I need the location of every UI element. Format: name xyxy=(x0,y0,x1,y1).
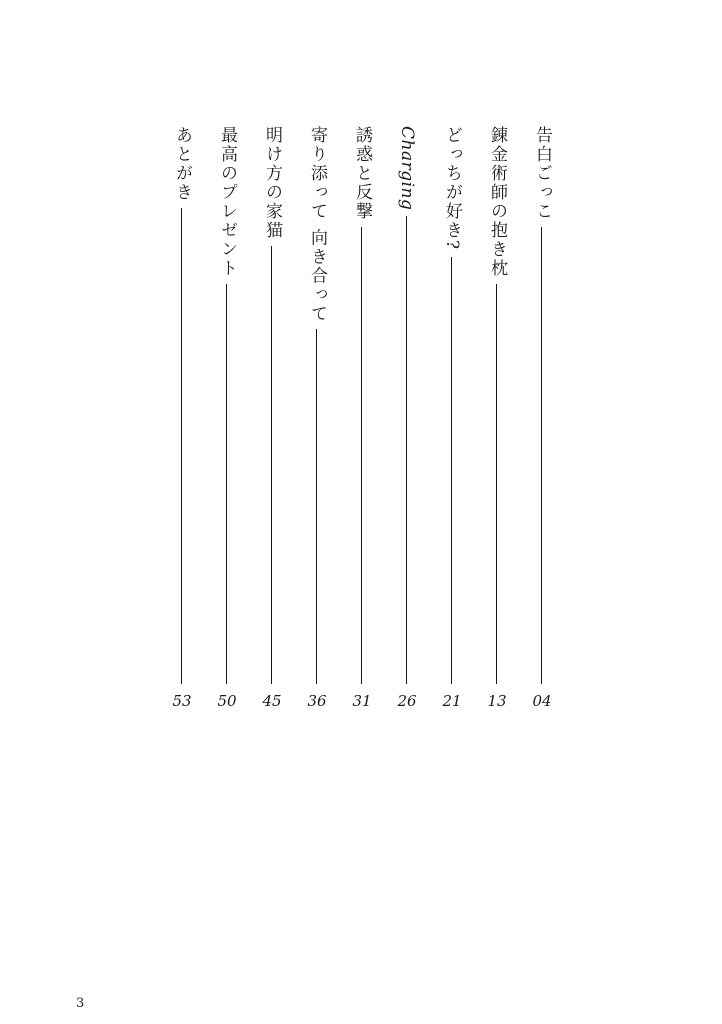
toc-entry-title: 寄り添って 向き合って xyxy=(304,126,330,329)
toc-entry-page: 36 xyxy=(307,692,327,710)
toc-entry-title: Charging xyxy=(394,126,420,216)
toc-entry-title: 告白ごっこ xyxy=(529,126,555,227)
toc-entry-page: 21 xyxy=(442,692,462,710)
toc-entry-yorisotte-mukiatte[interactable] xyxy=(304,126,330,716)
toc-entry-page: 04 xyxy=(532,692,552,710)
toc-leader-line xyxy=(181,130,182,684)
toc-entry-title: 最高のプレゼント xyxy=(214,126,240,284)
table-of-contents xyxy=(0,126,722,716)
toc-entry-kokuhaku-gokko[interactable] xyxy=(529,126,555,716)
toc-entry-page: 50 xyxy=(217,692,237,710)
toc-entry-title: 明け方の家猫 xyxy=(259,126,285,246)
toc-entry-page: 45 xyxy=(262,692,282,710)
toc-entry-page: 53 xyxy=(172,692,192,710)
toc-entry-atogaki[interactable] xyxy=(169,126,195,716)
toc-entry-title: あとがき xyxy=(169,126,195,208)
toc-entry-docchi-ga-suki[interactable] xyxy=(439,126,465,716)
toc-entry-saikou-no-present[interactable] xyxy=(214,126,240,716)
toc-entry-page: 13 xyxy=(487,692,507,710)
toc-entry-akegata-no-ieneko[interactable] xyxy=(259,126,285,716)
toc-entry-yuwaku-to-hangeki[interactable] xyxy=(349,126,375,716)
page-number: 3 xyxy=(76,996,85,1011)
toc-entry-charging[interactable] xyxy=(394,126,420,716)
toc-entry-title: どっちが好き? xyxy=(439,126,465,257)
toc-entry-page: 31 xyxy=(352,692,372,710)
toc-entry-title: 誘惑と反撃 xyxy=(349,126,375,227)
toc-entry-title: 錬金術師の抱き枕 xyxy=(484,126,510,284)
toc-entry-renkinjutsushi[interactable] xyxy=(484,126,510,716)
toc-entry-page: 26 xyxy=(397,692,417,710)
